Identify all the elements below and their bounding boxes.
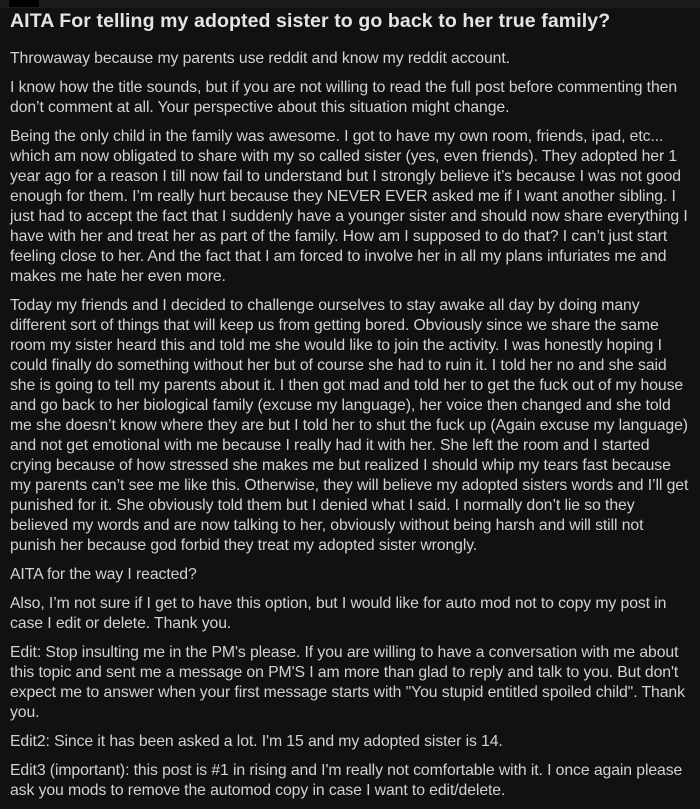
post-paragraph-edit1: Edit: Stop insulting me in the PM's please. If you are willing to have a conversation with me about this topic and sent me a message on PM'S I am more than glad to reply and talk to you. But don't expect me to answer when your first message starts with "You stupid entitled spoiled child". Thank you. (10, 644, 685, 721)
post-paragraph-edit2: Edit2: Since it has been asked a lot. I'm 15 and my adopted sister is 14. (10, 733, 503, 750)
post-paragraph: AITA for the way I reacted? (10, 566, 197, 583)
post-body (10, 49, 691, 801)
post-paragraph: Being the only child in the family was awesome. I got to have my own room, friends, ipad, etc... which am now obligated to share with my so called sister (yes, even friends). They adopted her 1 year ago for a reason I till now fail to understand but I strongly believe it’s because I was not good enough for them. I’m really hurt because they NEVER EVER asked me if I want another sibling. I just had to accept the fact that I suddenly have a younger sister and should now share everything I have with her and treat her as part of the family. How am I supposed to do that? I can’t just start feeling close to her. And the fact that I am forced to involve her in all my plans infuriates me and makes me hate her even more. (10, 128, 688, 285)
post-paragraph: I know how the title sounds, but if you are not willing to read the full post before commenting then don’t comment at all. Your perspective about this situation might change. (10, 79, 678, 116)
post-paragraph: Today my friends and I decided to challenge ourselves to stay awake all day by doing many different sort of things that will keep us from getting bored. Obviously since we share the same room my sister heard this and told me she would like to join the activity. I was honestly hoping I could finally do something without her but of course she had to ruin it. I told her no and she said she is going to tell my parents about it. I then got mad and told her to get the fuck out of my house and go back to her biological family (excuse my language), her voice then changed and she told me she doesn’t know where they are but I told her to shut the fuck up (Again excuse my language) and not get emotional with me because I really had it with her. She left the room and I started crying because of how stressed she makes me but realized I should whip my tears fast because my parents can’t see me like this. Otherwise, they will believe my adopted sisters words and I’ll get punished for it. She obviously told them but I denied what I said. I normally don’t lie so they believed my words and are now talking to her, obviously without being harsh and will still not punish her because god forbid they treat my adopted sister wrongly. (10, 297, 689, 554)
post-title: AITA For telling my adopted sister to go back to her true family? (10, 10, 611, 32)
post-paragraph-edit3: Edit3 (important): this post is #1 in rising and I'm really not comfortable with it. I once again please ask you mods to remove the automod copy in case I want to edit/delete. (10, 762, 683, 799)
post-paragraph: Throwaway because my parents use reddit and know my reddit account. (10, 50, 510, 67)
post-paragraph: Also, I’m not sure if I get to have this option, but I would like for auto mod not to copy my post in case I edit or delete. Thank you. (10, 595, 667, 632)
